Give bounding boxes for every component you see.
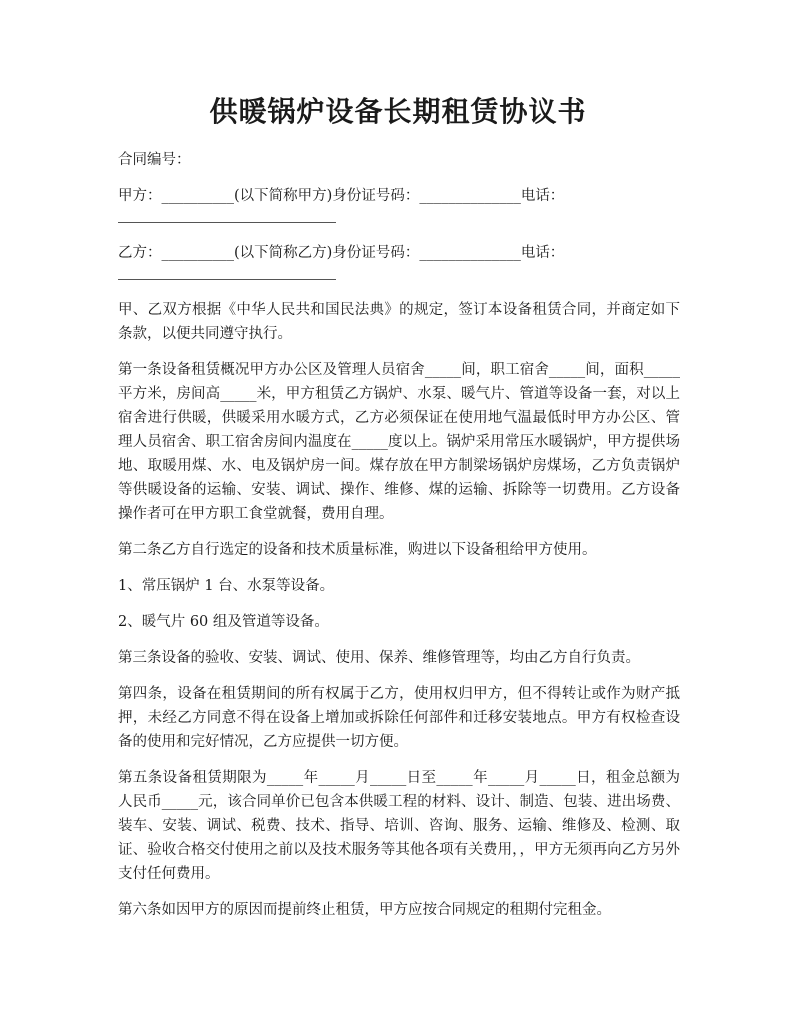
article-2: 第二条乙方自行选定的设备和技术质量标准，购进以下设备租给甲方使用。	[118, 542, 597, 558]
party-b-line: 乙方：__________(以下简称乙方)身份证号码：______________电话：	[118, 245, 565, 261]
article-5: 第五条设备租赁期限为_____年_____月_____日至_____年_____月_____日，租金总额为人民币_____元，该合同单价已包含本供暖工程的材料、设计、制造、包装、进出场费、装车、安装、调试、税费、技术、指导、培训、咨询、服务、运输、维修及、检测、取证、验收合格交付使用之前以及技术服务等其他各项有关费用，，甲方无须再向乙方另外支付任何费用。	[118, 770, 680, 882]
party-a-line: 甲方：__________(以下简称甲方)身份证号码：______________电话：	[118, 188, 565, 204]
contract-number-line: 合同编号：	[118, 152, 191, 168]
document-body	[118, 148, 680, 934]
article-1: 第一条设备租赁概况甲方办公区及管理人员宿舍_____间，职工宿舍_____间，面积_____平方米，房间高_____米，甲方租赁乙方锅炉、水泵、暖气片、管道等设备一套，对以上宿舍进行供暖，供暖采用水暖方式，乙方必须保证在使用地气温最低时甲方办公区、管理人员宿舍、职工宿舍房间内温度在_____度以上。锅炉采用常压水暖锅炉，甲方提供场地、取暖用煤、水、电及锅炉房一间。煤存放在甲方制梁场锅炉房煤场，乙方负责锅炉等供暖设备的运输、安装、调试、操作、维修、煤的运输、拆除等一切费用。乙方设备操作者可在甲方职工食堂就餐，费用自理。	[118, 362, 680, 522]
intro-paragraph: 甲、乙双方根据《中华人民共和国民法典》的规定，签订本设备租赁合同，并商定如下条款，以便共同遵守执行。	[118, 302, 680, 342]
article-4: 第四条，设备在租赁期间的所有权属于乙方，使用权归甲方，但不得转让或作为财产抵押，未经乙方同意不得在设备上增加或拆除任何部件和迁移安装地点。甲方有权检查设备的使用和完好情况，乙方应提供一切方便。	[118, 686, 680, 750]
equipment-item-1: 1、常压锅炉 1 台、水泵等设备。	[118, 578, 335, 594]
equipment-item-2: 2、暖气片 60 组及管道等设备。	[118, 614, 329, 630]
article-3: 第三条设备的验收、安装、调试、使用、保养、维修管理等，均由乙方自行负责。	[118, 650, 640, 666]
article-6: 第六条如因甲方的原因而提前终止租赁，甲方应按合同规定的租期付完租金。	[118, 902, 611, 918]
document-title: 供暖锅炉设备长期租赁协议书	[209, 95, 587, 128]
